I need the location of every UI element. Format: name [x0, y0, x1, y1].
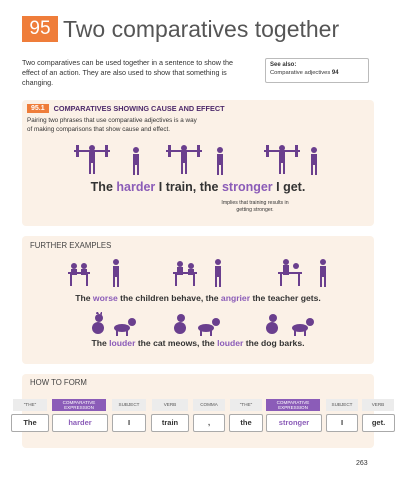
formula-header: SUBJECT — [112, 399, 146, 411]
cat-dog-illustration — [88, 312, 328, 336]
sentence-part: the children behave, the — [117, 293, 221, 303]
section-header — [27, 104, 225, 113]
see-also-box — [265, 58, 369, 83]
sentence-part: the dog barks. — [243, 338, 305, 348]
formula-cell: the — [229, 414, 263, 432]
formula-header: VERB — [362, 399, 394, 411]
formula-cell: stronger — [266, 414, 322, 432]
comparative-word: harder — [116, 180, 156, 194]
further-examples-heading: FURTHER EXAMPLES — [30, 241, 112, 250]
formula-cell: get. — [362, 414, 395, 432]
unit-number: 95 — [22, 16, 58, 42]
formula-header: COMPARATIVE EXPRESSION — [52, 399, 106, 411]
comparative-word: stronger — [221, 180, 273, 194]
sentence-part: the cat meows, the — [135, 338, 218, 348]
formula-header: "THE" — [13, 399, 47, 411]
section-description: Pairing two phrases that use comparative adjectives is a way of making comparisons that show cause and effect. — [27, 117, 197, 133]
sentence-part: the teacher gets. — [250, 293, 321, 303]
comparative-word: angrier — [220, 293, 251, 303]
formula-header: COMPARATIVE EXPRESSION — [266, 399, 320, 411]
intro-text: Two comparatives can be used together in a sentence to show the effect of an action. They are also used to show that something is changing. — [22, 58, 233, 87]
section-title: COMPARATIVES SHOWING CAUSE AND EFFECT — [53, 104, 225, 113]
formula-header: "THE" — [230, 399, 262, 411]
comparative-word: worse — [92, 293, 118, 303]
sentence-note: Implies that training results in getting stronger. — [221, 200, 289, 213]
example-sentence-1 — [22, 293, 374, 303]
sentence-part: The — [90, 180, 117, 194]
unit-title: Two comparatives together — [63, 16, 340, 42]
how-to-form-heading: HOW TO FORM — [30, 378, 87, 387]
comparative-word: louder — [217, 338, 244, 348]
comparative-word: louder — [109, 338, 136, 348]
see-also-label: See also: — [270, 62, 297, 68]
section-number: 95.1 — [27, 104, 49, 113]
sentence-part: The — [91, 338, 110, 348]
example-sentence — [22, 180, 374, 194]
formula-cell: The — [11, 414, 49, 432]
classroom-illustration — [68, 258, 338, 288]
formula-header: SUBJECT — [326, 399, 358, 411]
formula-cell: I — [112, 414, 146, 432]
see-also-text: Comparative adjectives — [270, 70, 331, 76]
see-also-ref: 94 — [331, 70, 339, 76]
sentence-part: I train, the — [155, 180, 222, 194]
page-number: 263 — [356, 460, 368, 467]
sentence-part: The — [75, 293, 93, 303]
formula-cell: harder — [52, 414, 108, 432]
example-sentence-2 — [22, 338, 374, 348]
formula-cell: train — [151, 414, 189, 432]
formula-cell: , — [193, 414, 225, 432]
weightlifters-illustration — [74, 140, 324, 176]
sentence-part: I get. — [272, 180, 306, 194]
formula-header: COMMA — [193, 399, 225, 411]
formula-cell: I — [326, 414, 358, 432]
formula-header: VERB — [152, 399, 188, 411]
